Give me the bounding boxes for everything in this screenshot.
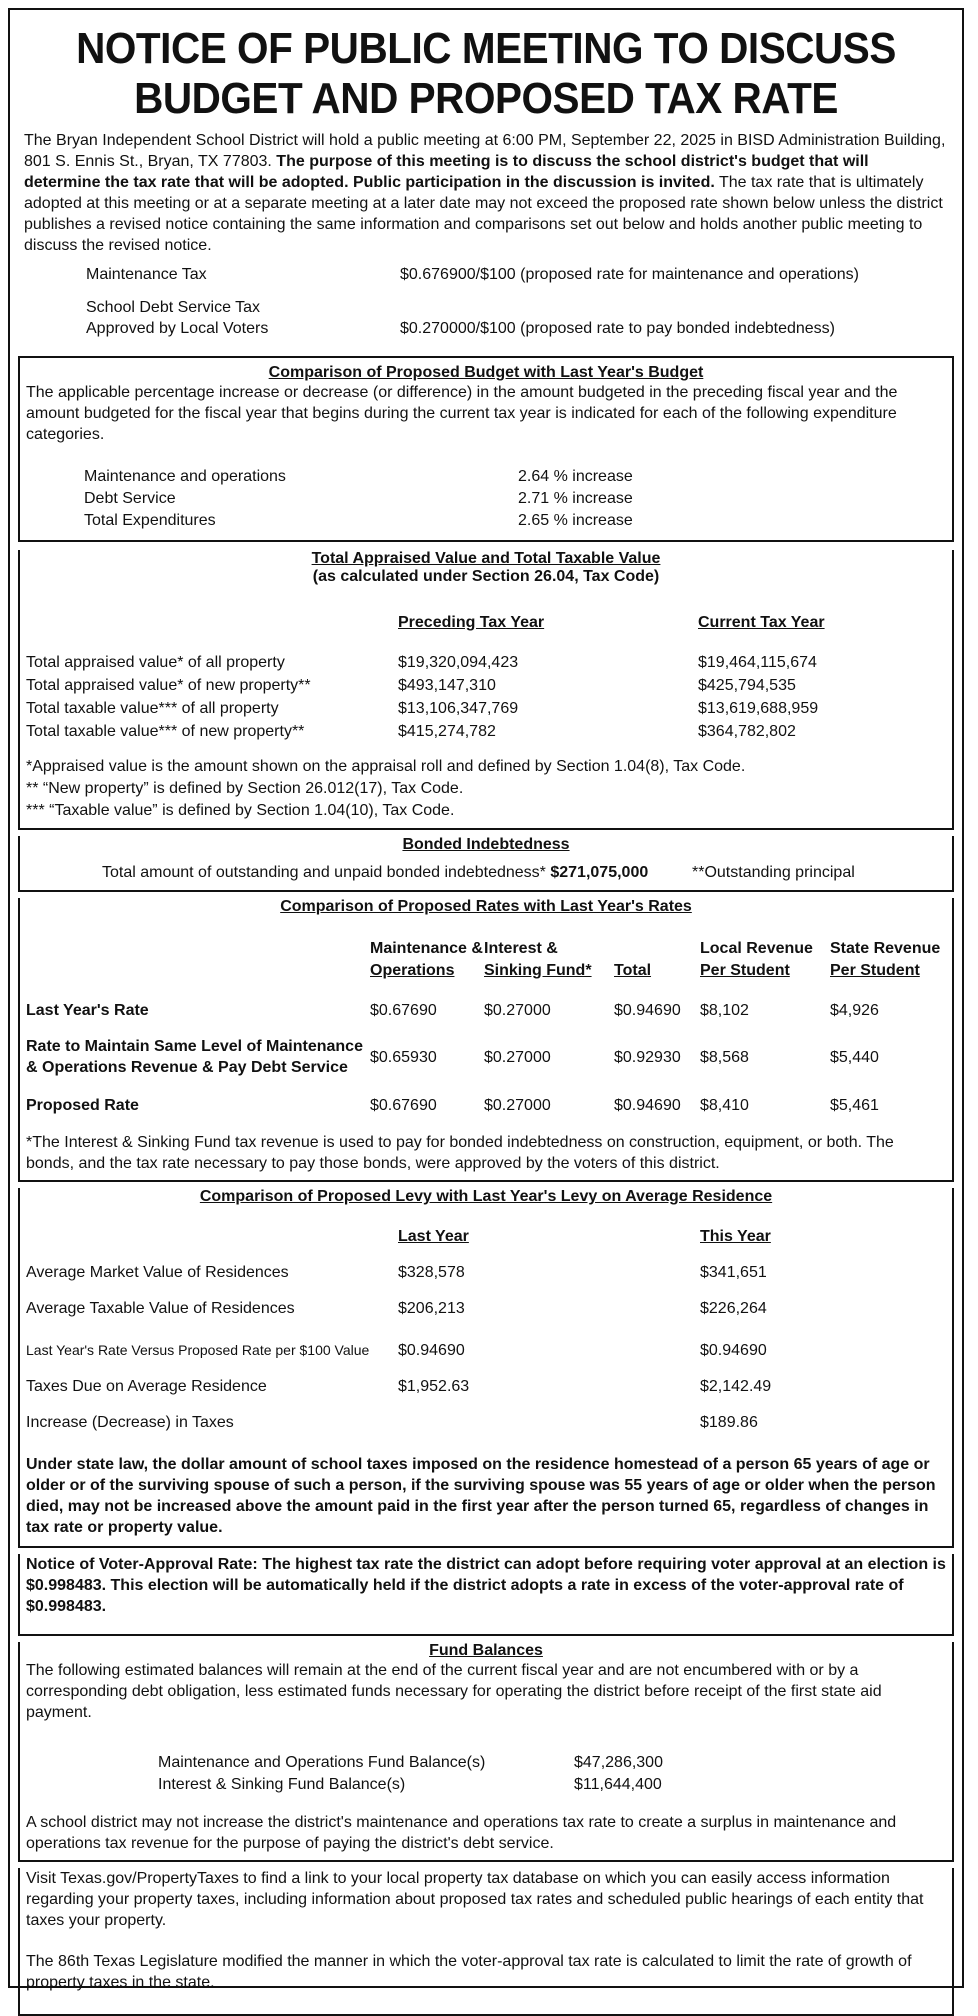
appraised-footnote: *** “Taxable value” is defined by Section 1.04(10), Tax Code. — [26, 802, 455, 819]
fund-note: A school district may not increase the district's maintenance and operations tax rate to create a surplus in maintenance and operations tax revenue for the purpose of paying the district's debt service. — [26, 1814, 897, 1852]
levy-row-label: Increase (Decrease) in Taxes — [26, 1414, 234, 1431]
levy-row-this: $2,142.49 — [700, 1378, 772, 1395]
levy-row-last: $1,952.63 — [398, 1378, 470, 1395]
fund-row-value: $47,286,300 — [574, 1754, 663, 1771]
rates-row-mo: $0.67690 — [370, 1097, 437, 1114]
rates-row-total: $0.92930 — [614, 1049, 681, 1066]
voter-approval-text: Notice of Voter-Approval Rate: The highest tax rate the district can adopt before requiring voter approval at an election is $0.998483. This election will be automatically held if the district adopts a rate in excess of the voter-approval rate of $0.998483. — [26, 1556, 946, 1615]
levy-comparison-section — [18, 1188, 954, 1548]
rates-comparison-section — [18, 898, 954, 1182]
fund-text: The following estimated balances will remain at the end of the current fiscal year and are not encumbered with or by a corresponding debt obligation, less estimated funds necessary for operating the district before receipt of the first state aid payment. — [26, 1662, 882, 1721]
budget-heading: Comparison of Proposed Budget with Last Year's Budget — [268, 364, 704, 381]
levy-row-this: $189.86 — [700, 1414, 758, 1431]
rates-note: *The Interest & Sinking Fund tax revenue is used to pay for bonded indebtedness on construction, equipment, or both. The bonds, and the tax rate necessary to pay those bonds, were approved by the voters of this district. — [26, 1134, 894, 1172]
budget-row-label: Debt Service — [84, 490, 176, 507]
levy-row-label: Average Market Value of Residences — [26, 1264, 289, 1281]
rates-row-label: Proposed Rate — [26, 1097, 139, 1114]
bonded-amount: $271,075,000 — [550, 864, 649, 881]
rates-row-local: $8,568 — [700, 1049, 749, 1066]
appraised-row-label: Total appraised value* of all property — [26, 654, 285, 671]
footer-paragraph-1: Visit Texas.gov/PropertyTaxes to find a link to your local property tax database on which you can easily access information regarding your property taxes, including information about proposed tax rates and scheduled public hearings of each entity that taxes your property. — [26, 1870, 924, 1929]
rates-row-is: $0.27000 — [484, 1002, 551, 1019]
levy-heading: Comparison of Proposed Levy with Last Year's Levy on Average Residence — [199, 1188, 773, 1205]
appraised-value-section — [18, 550, 954, 830]
rates-row-local: $8,410 — [700, 1097, 749, 1114]
intro-text-1: The Bryan Independent School District will hold a public meeting at 6:00 PM, September 22, 2025 in BISD Administration Building, 801 S. Ennis St., Bryan, TX 77803. — [24, 132, 946, 170]
appraised-row-prev: $19,320,094,423 — [398, 654, 519, 671]
maintenance-tax-value: $0.676900/$100 (proposed rate for maintenance and operations) — [400, 266, 859, 283]
rates-row-label-2: & Operations Revenue & Pay Debt Service — [26, 1059, 348, 1076]
rates-row-state: $4,926 — [830, 1002, 879, 1019]
intro-text-bold: The purpose of this meeting is to discuss the school district's budget that will determine the tax rate that will be adopted. Public participation in the discussion is invited. — [24, 153, 869, 191]
budget-row-value: 2.64 % increase — [518, 468, 633, 485]
appraised-heading-1: Total Appraised Value and Total Taxable Value — [311, 550, 661, 567]
fund-row-value: $11,644,400 — [574, 1776, 662, 1793]
rates-col-state-2: Per Student — [830, 962, 920, 979]
bonded-note: **Outstanding principal — [692, 864, 855, 881]
levy-row-label: Average Taxable Value of Residences — [26, 1300, 295, 1317]
maintenance-tax-label: Maintenance Tax — [86, 266, 207, 283]
debt-service-value: $0.270000/$100 (proposed rate to pay bonded indebtedness) — [400, 320, 836, 337]
appraised-col-preceding: Preceding Tax Year — [398, 614, 545, 631]
rates-row-total: $0.94690 — [614, 1097, 681, 1114]
intro-text-2: The tax rate that is ultimately adopted at this meeting or at a separate meeting at a later date may not exceed the proposed rate shown below unless the district publishes a revised notice containing the same information and comparisons set out below and holds another public meeting to discuss the revised notice. — [24, 174, 943, 254]
footer-paragraph-2: The 86th Texas Legislature modified the manner in which the voter-approval tax rate is calculated to limit the rate of growth of property taxes in the state. — [26, 1953, 912, 1991]
levy-row-label: Taxes Due on Average Residence — [26, 1378, 267, 1395]
budget-row-label: Total Expenditures — [84, 512, 216, 529]
rates-col-state-1: State Revenue — [830, 940, 941, 957]
proposed-tax-rates — [10, 256, 962, 356]
notice-title — [48, 24, 924, 124]
rates-col-local-1: Local Revenue — [700, 940, 813, 957]
fund-balances-section — [18, 1642, 954, 1862]
appraised-row-prev: $415,274,782 — [398, 723, 496, 740]
bonded-heading: Bonded Indebtedness — [402, 836, 570, 853]
appraised-footnote: *Appraised value is the amount shown on the appraisal roll and defined by Section 1.04(8), Tax Code. — [26, 758, 746, 775]
debt-service-label-1: School Debt Service Tax — [86, 299, 261, 316]
rates-row-mo: $0.65930 — [370, 1049, 437, 1066]
budget-comparison-section — [18, 356, 954, 542]
levy-row-last: $206,213 — [398, 1300, 465, 1317]
fund-heading: Fund Balances — [429, 1642, 543, 1659]
levy-row-label: Last Year's Rate Versus Proposed Rate per $100 Value — [26, 1342, 370, 1358]
bonded-indebtedness-section — [18, 836, 954, 892]
voter-approval-section — [18, 1554, 954, 1636]
levy-col-last: Last Year — [398, 1228, 469, 1245]
appraised-row-label: Total appraised value* of new property** — [26, 677, 311, 694]
rates-row-state: $5,461 — [830, 1097, 879, 1114]
intro-paragraph — [10, 130, 962, 256]
levy-row-this: $0.94690 — [700, 1342, 767, 1359]
rates-row-total: $0.94690 — [614, 1002, 681, 1019]
appraised-heading-2: (as calculated under Section 26.04, Tax Code) — [312, 568, 660, 585]
rates-col-mo-2: Operations — [370, 962, 455, 979]
rates-col-total: Total — [614, 962, 652, 979]
levy-row-this: $226,264 — [700, 1300, 767, 1317]
title-line-1: NOTICE OF PUBLIC MEETING TO DISCUSS — [76, 24, 896, 73]
appraised-col-current: Current Tax Year — [698, 614, 825, 631]
rates-heading: Comparison of Proposed Rates with Last Year's Rates — [280, 898, 692, 915]
levy-senior-note: Under state law, the dollar amount of school taxes imposed on the residence homestead of a person 65 years of age or older or of the surviving spouse of such a person, if the surviving spouse was 55 years of age or older when the person died, may not be increased above the amount paid in the first year after the person turned 65, regardless of changes in tax rate or property value. — [26, 1456, 936, 1536]
footer-section — [18, 1868, 954, 2016]
appraised-row-prev: $13,106,347,769 — [398, 700, 519, 717]
levy-col-this: This Year — [700, 1228, 771, 1245]
budget-row-value: 2.65 % increase — [518, 512, 633, 529]
appraised-row-curr: $364,782,802 — [698, 723, 796, 740]
rates-row-is: $0.27000 — [484, 1049, 551, 1066]
rates-row-label: Last Year's Rate — [26, 1002, 149, 1019]
levy-row-last: $0.94690 — [398, 1342, 465, 1359]
rates-col-local-2: Per Student — [700, 962, 790, 979]
bonded-text — [102, 864, 648, 882]
appraised-row-curr: $13,619,688,959 — [698, 700, 819, 717]
budget-row-value: 2.71 % increase — [518, 490, 633, 507]
rates-col-is-1: Interest & — [484, 940, 558, 957]
budget-row-label: Maintenance and operations — [84, 468, 286, 485]
appraised-row-curr: $425,794,535 — [698, 677, 796, 694]
appraised-row-label: Total taxable value*** of new property** — [26, 723, 305, 740]
levy-row-this: $341,651 — [700, 1264, 767, 1281]
rates-row-label: Rate to Maintain Same Level of Maintenance — [26, 1038, 363, 1055]
rates-row-is: $0.27000 — [484, 1097, 551, 1114]
bonded-label: Total amount of outstanding and unpaid bonded indebtedness* — [102, 864, 551, 881]
rates-col-mo-1: Maintenance & — [370, 940, 483, 957]
levy-row-last: $328,578 — [398, 1264, 465, 1281]
notice-page — [8, 8, 964, 1991]
debt-service-label-2: Approved by Local Voters — [86, 320, 269, 337]
fund-row-label: Maintenance and Operations Fund Balance(s) — [158, 1754, 486, 1771]
appraised-footnote: ** “New property” is defined by Section 26.012(17), Tax Code. — [26, 780, 464, 797]
fund-row-label: Interest & Sinking Fund Balance(s) — [158, 1776, 406, 1793]
rates-col-is-2: Sinking Fund* — [484, 962, 592, 979]
rates-row-state: $5,440 — [830, 1049, 879, 1066]
rates-row-local: $8,102 — [700, 1002, 749, 1019]
budget-text: The applicable percentage increase or decrease (or difference) in the amount budgeted in the preceding fiscal year and the amount budgeted for the fiscal year that begins during the current tax year is indicated for each of the following expenditure categories. — [26, 384, 898, 443]
appraised-row-prev: $493,147,310 — [398, 677, 496, 694]
appraised-row-label: Total taxable value*** of all property — [26, 700, 279, 717]
rates-row-mo: $0.67690 — [370, 1002, 437, 1019]
appraised-row-curr: $19,464,115,674 — [698, 654, 817, 671]
title-line-2: BUDGET AND PROPOSED TAX RATE — [134, 74, 838, 123]
